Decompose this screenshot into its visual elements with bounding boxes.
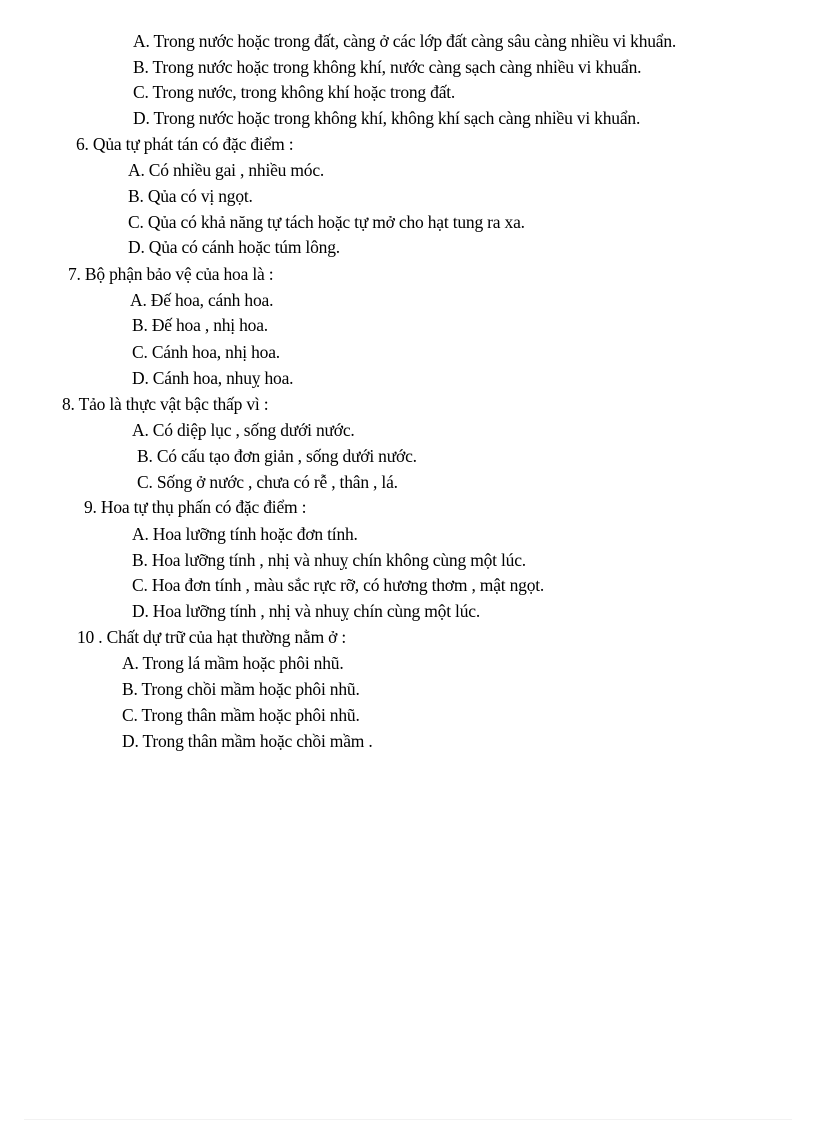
q5-option-a: A. Trong nước hoặc trong đất, càng ở các lớp đất càng sâu càng nhiều vi khuẩn. (133, 31, 677, 51)
q9-question: 9. Hoa tự thụ phấn có đặc điểm : (84, 497, 307, 517)
q10-option-c: C. Trong thân mầm hoặc phôi nhũ. (122, 705, 360, 725)
q10-option-d: D. Trong thân mầm hoặc chồi mầm . (122, 731, 373, 751)
q6-option-a: A. Có nhiều gai , nhiều móc. (128, 160, 325, 180)
q9-option-a: A. Hoa lưỡng tính hoặc đơn tính. (132, 524, 358, 544)
q5-option-d: D. Trong nước hoặc trong không khí, không khí sạch càng nhiều vi khuẩn. (133, 108, 641, 128)
q7-option-d: D. Cánh hoa, nhuỵ hoa. (132, 368, 294, 388)
q9-option-b: B. Hoa lưỡng tính , nhị và nhuỵ chín không cùng một lúc. (132, 550, 526, 570)
q5-option-c: C. Trong nước, trong không khí hoặc trong đất. (133, 82, 456, 102)
q5-option-b: B. Trong nước hoặc trong không khí, nước càng sạch càng nhiều vi khuẩn. (133, 57, 642, 77)
q9-option-d: D. Hoa lưỡng tính , nhị và nhuỵ chín cùng một lúc. (132, 601, 480, 621)
q10-option-b: B. Trong chồi mầm hoặc phôi nhũ. (122, 679, 360, 699)
q8-question: 8. Tảo là thực vật bậc thấp vì : (62, 394, 269, 414)
q7-option-b: B. Đế hoa , nhị hoa. (132, 315, 268, 335)
q6-option-b: B. Qủa có vị ngọt. (128, 186, 253, 206)
q7-question: 7. Bộ phận bảo vệ của hoa là : (68, 264, 274, 284)
q6-option-c: C. Qủa có khả năng tự tách hoặc tự mở cho hạt tung ra xa. (128, 212, 525, 232)
q6-option-d: D. Qủa có cánh hoặc túm lông. (128, 237, 340, 257)
q9-option-c: C. Hoa đơn tính , màu sắc rực rỡ, có hương thơm , mật ngọt. (132, 575, 545, 595)
q10-option-a: A. Trong lá mầm hoặc phôi nhũ. (122, 653, 344, 673)
q7-option-a: A. Đế hoa, cánh hoa. (130, 290, 274, 310)
q8-option-b: B. Có cấu tạo đơn giản , sống dưới nước. (137, 446, 417, 466)
q7-option-c: C. Cánh hoa, nhị hoa. (132, 342, 280, 362)
q8-option-a: A. Có diệp lục , sống dưới nước. (132, 420, 355, 440)
page-bottom-edge (24, 1119, 792, 1120)
q8-option-c: C. Sống ở nước , chưa có rễ , thân , lá. (137, 472, 398, 492)
q10-question: 10 . Chất dự trữ của hạt thường nằm ở : (77, 627, 347, 647)
q6-question: 6. Qủa tự phát tán có đặc điểm : (76, 134, 294, 154)
